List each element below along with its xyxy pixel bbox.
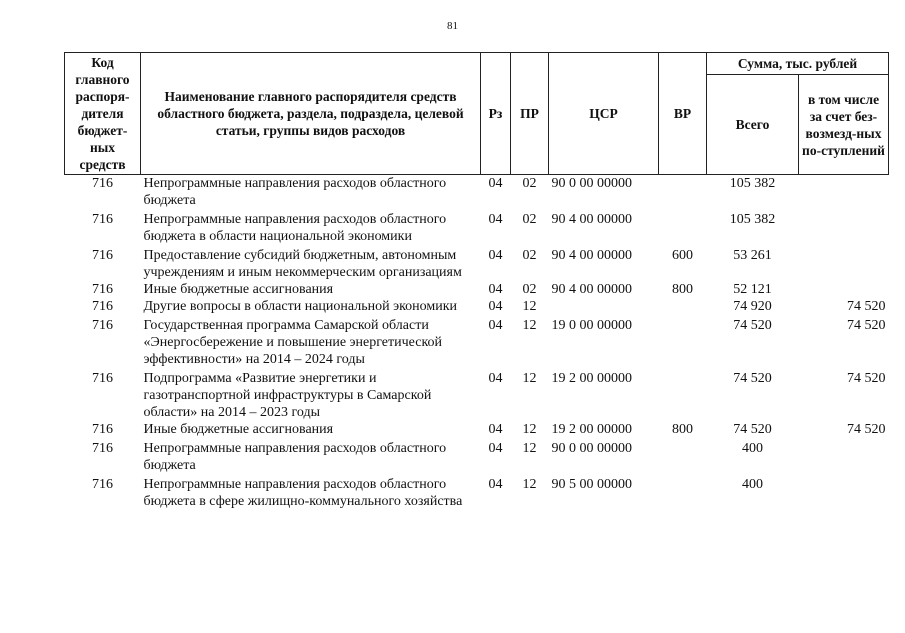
cell-rz: 04 [488, 422, 503, 437]
table-row [65, 421, 889, 438]
cell-pr: 12 [522, 477, 537, 492]
cell-free: 74 520 [847, 422, 886, 437]
cell-free [799, 438, 889, 474]
cell-code: 716 [92, 299, 113, 314]
cell-rz: 04 [488, 299, 503, 314]
header-pr: ПР [511, 53, 549, 175]
table-row [65, 315, 889, 368]
cell-free [799, 245, 889, 281]
cell-csr: 90 5 00 00000 [551, 477, 632, 492]
cell-pr: 12 [522, 441, 537, 456]
table-row [65, 209, 889, 245]
cell-csr: 90 4 00 00000 [551, 282, 632, 297]
header-rz: Рз [481, 53, 511, 175]
cell-name: Иные бюджетные ассигнования [143, 422, 334, 437]
cell-code: 716 [92, 248, 113, 263]
table-row [65, 281, 889, 298]
table-header [65, 53, 889, 175]
cell-csr: 19 2 00 00000 [551, 422, 632, 437]
cell-total: 74 920 [733, 299, 772, 314]
cell-name: Государственная программа Самарской области «Энергосбережение и повышение энергетической эффективности» на 2014 – 2024 годы [143, 318, 443, 367]
table-row [65, 298, 889, 315]
cell-pr: 02 [522, 176, 537, 191]
cell-pr: 02 [522, 248, 537, 263]
header-vr: ВР [659, 53, 707, 175]
header-free: в том числе за счет без-возмезд-ных по-ступлений [799, 75, 889, 175]
cell-code: 716 [92, 212, 113, 227]
cell-name: Иные бюджетные ассигнования [143, 282, 334, 297]
table-row [65, 438, 889, 474]
cell-vr: 800 [672, 422, 693, 437]
cell-csr: 90 0 00 00000 [551, 176, 632, 191]
cell-pr: 12 [522, 422, 537, 437]
cell-csr [549, 298, 659, 315]
cell-vr [659, 209, 707, 245]
cell-code: 716 [92, 422, 113, 437]
cell-free: 74 520 [847, 371, 886, 386]
cell-csr: 19 0 00 00000 [551, 318, 632, 333]
cell-rz: 04 [488, 441, 503, 456]
cell-pr: 12 [522, 299, 537, 314]
cell-name: Непрограммные направления расходов областного бюджета [143, 176, 447, 208]
header-sum: Сумма, тыс. рублей [707, 53, 889, 75]
header-name: Наименование главного распорядителя средств областного бюджета, раздела, подраздела, целевой статьи, группы видов расходов [141, 53, 481, 175]
budget-table [64, 52, 889, 510]
cell-csr: 90 4 00 00000 [551, 212, 632, 227]
header-csr: ЦСР [549, 53, 659, 175]
cell-code: 716 [92, 176, 113, 191]
cell-name: Подпрограмма «Развитие энергетики и газотранспортной инфраструктуры в Самарской области» на 2014 – 2023 годы [143, 371, 432, 420]
cell-pr: 02 [522, 212, 537, 227]
table-row [65, 175, 889, 210]
cell-rz: 04 [488, 248, 503, 263]
cell-csr: 19 2 00 00000 [551, 371, 632, 386]
cell-vr [659, 175, 707, 210]
cell-code: 716 [92, 477, 113, 492]
header-total: Всего [707, 75, 799, 175]
cell-name: Другие вопросы в области национальной экономики [143, 299, 458, 314]
cell-pr: 02 [522, 282, 537, 297]
cell-csr: 90 4 00 00000 [551, 248, 632, 263]
cell-free: 74 520 [847, 299, 886, 314]
cell-total: 53 261 [733, 248, 772, 263]
table-row [65, 474, 889, 510]
cell-rz: 04 [488, 212, 503, 227]
cell-code: 716 [92, 441, 113, 456]
cell-name: Непрограммные направления расходов областного бюджета в сфере жилищно-коммунального хозяйства [143, 477, 463, 509]
cell-vr [659, 438, 707, 474]
cell-vr [659, 474, 707, 510]
cell-rz: 04 [488, 282, 503, 297]
cell-total: 52 121 [733, 282, 772, 297]
cell-free [799, 281, 889, 298]
cell-code: 716 [92, 371, 113, 386]
page-number: 81 [447, 20, 458, 32]
table-row [65, 368, 889, 421]
cell-total: 74 520 [733, 318, 772, 333]
cell-name: Непрограммные направления расходов областного бюджета в области национальной экономики [143, 212, 447, 244]
cell-free [799, 474, 889, 510]
cell-vr: 600 [672, 248, 693, 263]
cell-vr [659, 298, 707, 315]
cell-code: 716 [92, 282, 113, 297]
cell-vr: 800 [672, 282, 693, 297]
cell-code: 716 [92, 318, 113, 333]
cell-free [799, 175, 889, 210]
cell-total: 105 382 [729, 176, 776, 191]
cell-csr: 90 0 00 00000 [551, 441, 632, 456]
cell-vr [659, 368, 707, 421]
cell-rz: 04 [488, 371, 503, 386]
cell-total: 105 382 [729, 212, 776, 227]
cell-rz: 04 [488, 176, 503, 191]
cell-rz: 04 [488, 318, 503, 333]
cell-total: 400 [742, 441, 763, 456]
cell-pr: 12 [522, 371, 537, 386]
cell-name: Предоставление субсидий бюджетным, автономным учреждениям и иным некоммерческим организациям [143, 248, 462, 280]
cell-total: 74 520 [733, 422, 772, 437]
cell-pr: 12 [522, 318, 537, 333]
cell-free [799, 209, 889, 245]
cell-total: 400 [742, 477, 763, 492]
cell-vr [659, 315, 707, 368]
cell-total: 74 520 [733, 371, 772, 386]
header-code: Код главного распоря-дителя бюджет-ных средств [65, 53, 141, 175]
table-row [65, 245, 889, 281]
table-body [65, 175, 889, 511]
cell-free: 74 520 [847, 318, 886, 333]
cell-rz: 04 [488, 477, 503, 492]
cell-name: Непрограммные направления расходов областного бюджета [143, 441, 447, 473]
